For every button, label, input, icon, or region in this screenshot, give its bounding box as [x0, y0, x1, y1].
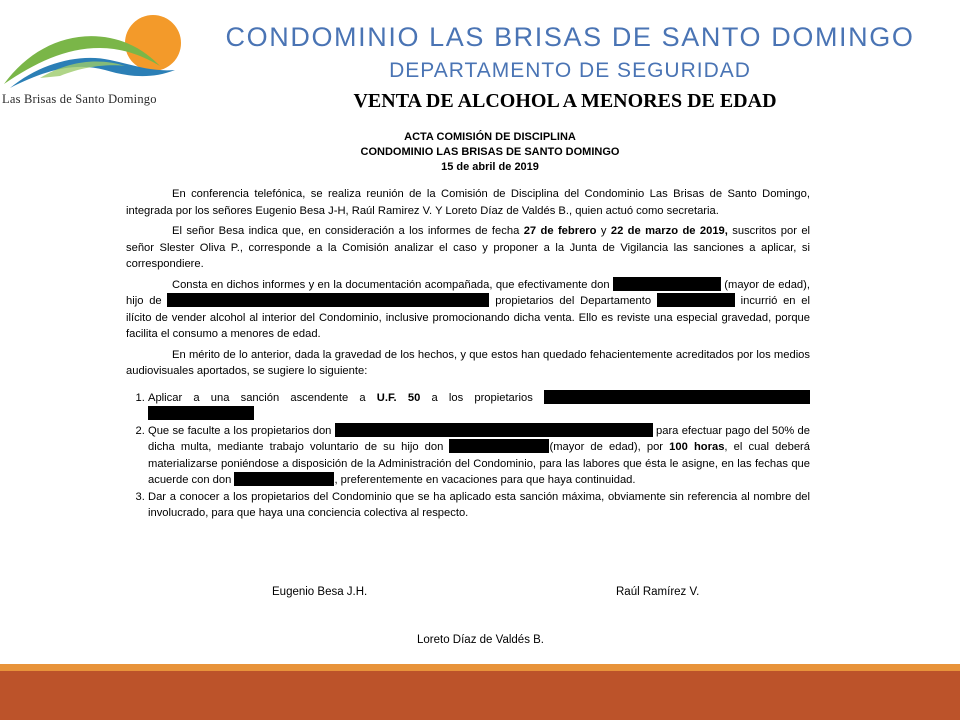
paragraph-3-text-c: propietarios del Departamento: [489, 295, 657, 307]
condominio-logo: [0, 8, 190, 106]
paragraph-2: [126, 223, 810, 273]
redacted-name-block: [613, 277, 721, 291]
paragraph-2-date-1: 27 de febrero: [523, 225, 597, 237]
list-item: 3. Dar a conocer a los propietarios del Condominio que se ha aplicado esta sanción máxima, obviamente sin referencia al nombre del involucrado, para que haya una conciencia colectiva al respecto.: [148, 489, 810, 522]
item-2-text-b: para efectuar pago del 50% de dicha multa, mediante trabajo voluntario de su hijo don: [148, 424, 810, 453]
item-2-text-d: , el cual deberá materializarse poniéndose a disposición de la Administración del Condominio, para las labores que ésta le asigne, en las fechas que acuerde con don: [148, 441, 810, 486]
redacted-owner-name-block: [335, 423, 653, 437]
logo-graphic-icon: [0, 8, 190, 93]
logo-sun-icon: [125, 15, 181, 71]
list-item: [148, 390, 810, 423]
item-2-hours: 100 horas: [669, 441, 725, 453]
header-condominio-title: CONDOMINIO LAS BRISAS DE SANTO DOMINGO: [225, 22, 915, 52]
header-department-title: DEPARTAMENTO DE SEGURIDAD: [389, 59, 751, 82]
redacted-parents-block: [167, 293, 489, 307]
paragraph-1: En conferencia telefónica, se realiza reunión de la Comisión de Disciplina del Condominio Las Brisas de Santo Domingo, integrada por los señores Eugenio Besa J-H, Raúl Ramirez V. Y Loreto Díaz de Valdés B., quien actuó como secretaria.: [126, 188, 810, 217]
redacted-son-name-block: [449, 439, 549, 453]
list-item: [148, 423, 810, 489]
paragraph-2-date-2: 22 de marzo de 2019,: [610, 225, 728, 237]
logo-caption: Las Brisas de Santo Domingo: [2, 92, 157, 106]
redacted-owners-block-2: [148, 406, 254, 420]
paragraph-2-text-b: y: [596, 225, 611, 237]
signature-raul-ramirez: Raúl Ramírez V.: [616, 586, 700, 598]
item-2-text-c: (mayor de edad), por: [549, 441, 670, 453]
footer-bar: [0, 671, 960, 720]
footer-accent-rule: [0, 664, 960, 671]
paragraph-3: [126, 277, 810, 343]
paragraph-2-text-a: El señor Besa indica que, en consideración a los informes de fecha: [172, 225, 524, 237]
suggestions-list: [126, 390, 810, 522]
page-title: VENTA DE ALCOHOL A MENORES DE EDAD: [353, 90, 777, 112]
acta-condominio: CONDOMINIO LAS BRISAS DE SANTO DOMINGO: [360, 146, 620, 158]
item-2-text-a: Que se faculte a los propietarios don: [148, 424, 335, 437]
acta-title: ACTA COMISIÓN DE DISCIPLINA: [404, 131, 576, 143]
signature-loreto-diaz: Loreto Díaz de Valdés B.: [417, 634, 544, 646]
paragraph-3-text-a: Consta en dichos informes y en la documentación acompañada, que efectivamente don: [172, 278, 613, 291]
signature-eugenio-besa: Eugenio Besa J.H.: [272, 586, 368, 598]
paragraph-2-text-c: suscritos por el señor Slester Oliva P., corresponde a la Comisión analizar el caso y proponer a la Junta de Vigilancia las sanciones a aplicar, si correspondiere.: [126, 225, 811, 270]
item-1-text-a: Aplicar a una sanción ascendente a: [148, 391, 377, 404]
item-1-amount: U.F. 50: [376, 391, 421, 404]
paragraph-4: En mérito de lo anterior, dada la gravedad de los hechos, y que estos han quedado fehacientemente acreditados por los medios audiovisuales aportados, se sugiere lo siguiente:: [126, 348, 810, 377]
paragraph-3-text-d: incurrió en el ilícito de vender alcohol al interior del Condominio, inclusive promocionando dicha venta. Ello es reviste una especial gravedad, porque facilita el consumo a menores de edad.: [126, 295, 810, 340]
redacted-contact-name-block: [234, 472, 334, 486]
item-2-text-e: , preferentemente en vacaciones para que haya continuidad.: [334, 474, 636, 486]
acta-heading: [230, 130, 750, 175]
paragraph-3-text-b: (mayor de edad), hijo de: [126, 278, 810, 307]
acta-date: 15 de abril de 2019: [441, 161, 539, 173]
item-1-text-b: a los propietarios: [420, 391, 544, 404]
redacted-apartment-block: [657, 293, 735, 307]
acta-body: [126, 186, 810, 522]
redacted-owners-block: [544, 390, 810, 404]
